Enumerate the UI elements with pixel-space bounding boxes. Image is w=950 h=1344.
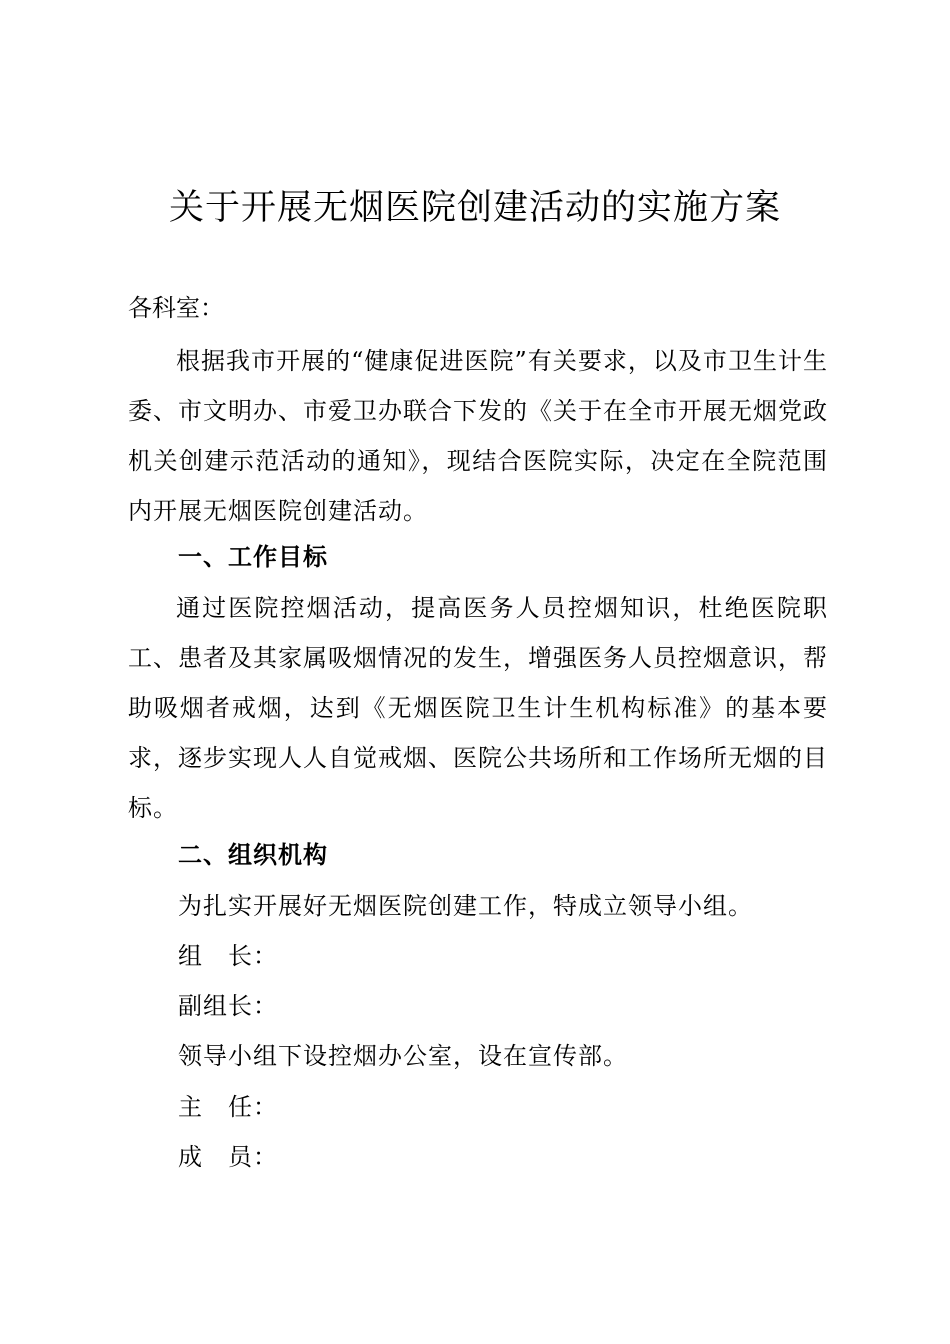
organization-lead-text: 为扎实开展好无烟医院创建工作，特成立领导小组。 bbox=[178, 892, 753, 920]
document-title: 关于开展无烟医院创建活动的实施方案 bbox=[168, 188, 781, 228]
deputy-leader-line: 副组长： bbox=[178, 992, 278, 1020]
office-line: 领导小组下设控烟办公室，设在宣传部。 bbox=[178, 1042, 628, 1070]
salutation: 各科室： bbox=[128, 294, 224, 322]
intro-paragraph: 根据我市开展的“健康促进医院”有关要求，以及市卫生计生委、市文明办、市爱卫办联合下发的《关于在全市开展无烟党政机关创建示范活动的通知》，现结合医院实际，决定在全院范围内开展无烟医院创建活动。 bbox=[128, 347, 828, 525]
goals-paragraph: 通过医院控烟活动，提高医务人员控烟知识，杜绝医院职工、患者及其家属吸烟情况的发生，增强医务人员控烟意识，帮助吸烟者戒烟，达到《无烟医院卫生计生机构标准》的基本要求，逐步实现人人自觉戒烟、医院公共场所和工作场所无烟的目标。 bbox=[128, 594, 828, 822]
members-line: 成 员： bbox=[178, 1143, 278, 1171]
section-heading-goals: 一、工作目标 bbox=[178, 543, 328, 571]
leader-line: 组 长： bbox=[178, 942, 278, 970]
section-heading-organization: 二、组织机构 bbox=[178, 841, 328, 869]
director-line: 主 任： bbox=[178, 1093, 278, 1121]
